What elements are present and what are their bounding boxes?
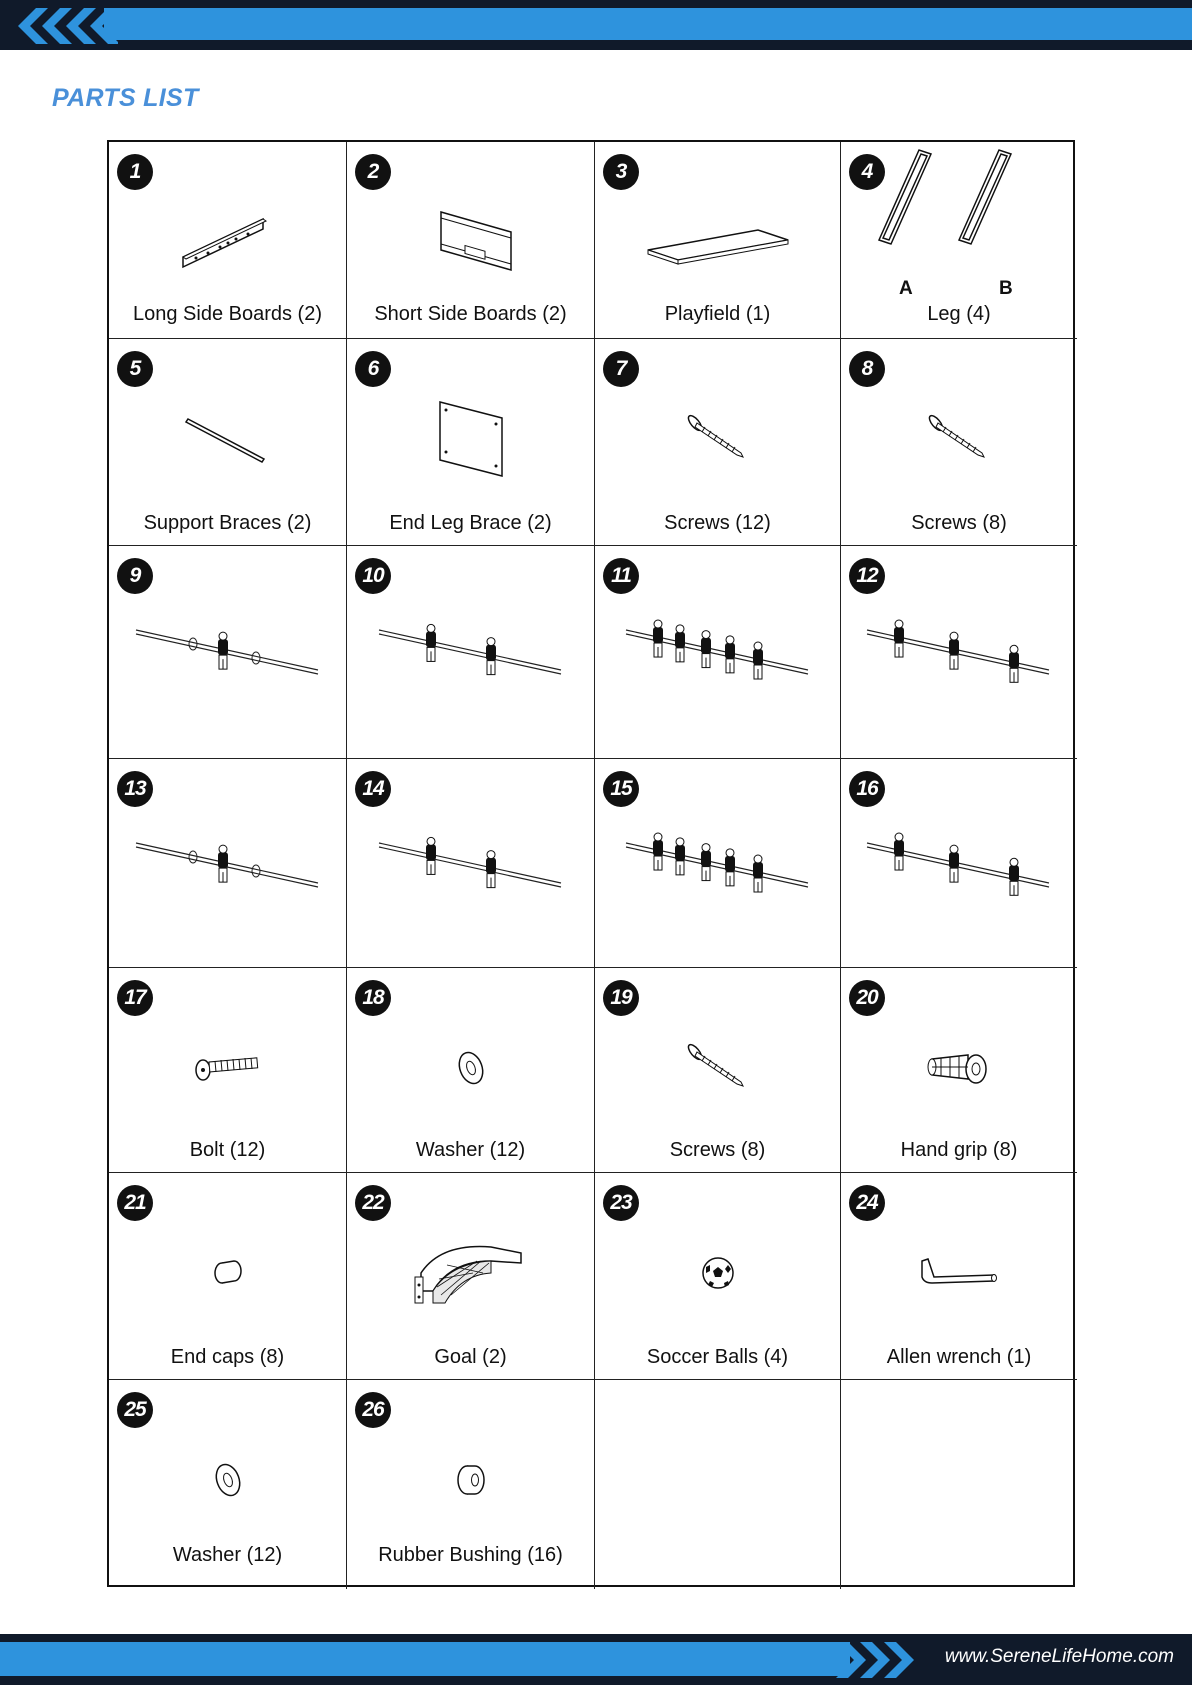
part-19 bbox=[595, 968, 841, 1173]
part-16 bbox=[841, 759, 1077, 968]
part-10 bbox=[347, 546, 595, 759]
rod-2-players-icon bbox=[347, 809, 594, 909]
leg-variant-b-label: B bbox=[999, 278, 1013, 299]
part-label: Long Side Boards (2) bbox=[132, 303, 322, 325]
part-number-badge: 20 bbox=[849, 980, 885, 1016]
rod-2-players-icon bbox=[347, 596, 594, 696]
chevrons-right-icon bbox=[836, 1640, 946, 1680]
short-side-board-icon bbox=[347, 192, 594, 292]
part-label: End caps (8) bbox=[170, 1346, 285, 1368]
part-label: Hand grip (8) bbox=[900, 1139, 1018, 1161]
part-number-badge: 1 bbox=[117, 154, 153, 190]
washer-icon bbox=[347, 1018, 594, 1118]
part-label: Playfield (1) bbox=[664, 303, 771, 325]
part-number-badge: 19 bbox=[603, 980, 639, 1016]
allen-wrench-icon bbox=[841, 1223, 1077, 1323]
part-number-badge: 14 bbox=[355, 771, 391, 807]
part-number-badge: 24 bbox=[849, 1185, 885, 1221]
rod-3-players-icon bbox=[841, 596, 1077, 696]
part-number-badge: 18 bbox=[355, 980, 391, 1016]
screw-icon bbox=[595, 1018, 840, 1118]
part-15 bbox=[595, 759, 841, 968]
part-number-badge: 9 bbox=[117, 558, 153, 594]
top-banner bbox=[0, 0, 1192, 50]
leg-variant-a-label: A bbox=[899, 278, 913, 299]
bottom-banner-stripe bbox=[0, 1642, 850, 1676]
part-18 bbox=[347, 968, 595, 1173]
part-number-badge: 4 bbox=[849, 154, 885, 190]
part-label: Screws (8) bbox=[669, 1139, 766, 1161]
part-number-badge: 12 bbox=[849, 558, 885, 594]
part-20 bbox=[841, 968, 1077, 1173]
part-17 bbox=[109, 968, 347, 1173]
parts-grid bbox=[107, 140, 1075, 1587]
part-label: Short Side Boards (2) bbox=[374, 303, 567, 325]
part-4 bbox=[841, 142, 1077, 339]
goal-icon bbox=[347, 1223, 594, 1323]
part-number-badge: 10 bbox=[355, 558, 391, 594]
part-label: End Leg Brace (2) bbox=[389, 512, 552, 534]
bottom-banner bbox=[0, 1634, 1192, 1685]
part-9 bbox=[109, 546, 347, 759]
part-3 bbox=[595, 142, 841, 339]
part-label: Washer (12) bbox=[172, 1544, 283, 1566]
part-6 bbox=[347, 339, 595, 546]
part-number-badge: 5 bbox=[117, 351, 153, 387]
part-5 bbox=[109, 339, 347, 546]
end-cap-icon bbox=[109, 1223, 346, 1323]
rod-1-player-icon bbox=[109, 596, 346, 696]
part-22 bbox=[347, 1173, 595, 1380]
part-25 bbox=[109, 1380, 347, 1589]
rod-5-players-icon bbox=[595, 596, 840, 696]
part-8 bbox=[841, 339, 1077, 546]
chevrons-left-icon bbox=[8, 6, 118, 46]
part-2 bbox=[347, 142, 595, 339]
part-23 bbox=[595, 1173, 841, 1380]
part-26 bbox=[347, 1380, 595, 1589]
part-label: Goal (2) bbox=[434, 1346, 507, 1368]
part-21 bbox=[109, 1173, 347, 1380]
part-label: Rubber Bushing (16) bbox=[378, 1544, 563, 1566]
rod-1-player-icon bbox=[109, 809, 346, 909]
part-number-badge: 6 bbox=[355, 351, 391, 387]
part-12 bbox=[841, 546, 1077, 759]
part-number-badge: 11 bbox=[603, 558, 639, 594]
part-number-badge: 2 bbox=[355, 154, 391, 190]
part-label: Leg (4) bbox=[927, 303, 991, 325]
part-13 bbox=[109, 759, 347, 968]
bolt-icon bbox=[109, 1018, 346, 1118]
part-number-badge: 23 bbox=[603, 1185, 639, 1221]
part-11 bbox=[595, 546, 841, 759]
part-number-badge: 17 bbox=[117, 980, 153, 1016]
website-url[interactable]: www.SereneLifeHome.com bbox=[944, 1646, 1174, 1667]
part-number-badge: 25 bbox=[117, 1392, 153, 1428]
rod-5-players-icon bbox=[595, 809, 840, 909]
long-side-board-icon bbox=[109, 192, 346, 292]
end-leg-brace-icon bbox=[347, 389, 594, 489]
soccer-ball-icon bbox=[595, 1223, 840, 1323]
rubber-bushing-icon bbox=[347, 1430, 594, 1530]
part-number-badge: 15 bbox=[603, 771, 639, 807]
part-24 bbox=[841, 1173, 1077, 1380]
empty-cell bbox=[841, 1380, 1077, 1589]
part-number-badge: 26 bbox=[355, 1392, 391, 1428]
part-number-badge: 8 bbox=[849, 351, 885, 387]
empty-cell bbox=[595, 1380, 841, 1589]
screw-icon bbox=[595, 389, 840, 489]
part-number-badge: 16 bbox=[849, 771, 885, 807]
support-brace-icon bbox=[109, 389, 346, 489]
part-label: Washer (12) bbox=[415, 1139, 526, 1161]
part-label: Allen wrench (1) bbox=[886, 1346, 1032, 1368]
part-number-badge: 22 bbox=[355, 1185, 391, 1221]
part-label: Soccer Balls (4) bbox=[646, 1346, 789, 1368]
top-banner-stripe bbox=[104, 8, 1192, 40]
part-14 bbox=[347, 759, 595, 968]
part-label: Bolt (12) bbox=[189, 1139, 266, 1161]
washer-icon bbox=[109, 1430, 346, 1530]
part-number-badge: 21 bbox=[117, 1185, 153, 1221]
part-number-badge: 3 bbox=[603, 154, 639, 190]
screw-icon bbox=[841, 389, 1077, 489]
part-label: Support Braces (2) bbox=[143, 512, 312, 534]
hand-grip-icon bbox=[841, 1018, 1077, 1118]
rod-3-players-icon bbox=[841, 809, 1077, 909]
part-number-badge: 7 bbox=[603, 351, 639, 387]
playfield-icon bbox=[595, 192, 840, 292]
part-number-badge: 13 bbox=[117, 771, 153, 807]
part-1 bbox=[109, 142, 347, 339]
leg-icon bbox=[841, 150, 1077, 250]
page-title: PARTS LIST bbox=[52, 84, 199, 112]
part-7 bbox=[595, 339, 841, 546]
part-label: Screws (8) bbox=[911, 512, 1007, 534]
part-label: Screws (12) bbox=[664, 512, 771, 534]
